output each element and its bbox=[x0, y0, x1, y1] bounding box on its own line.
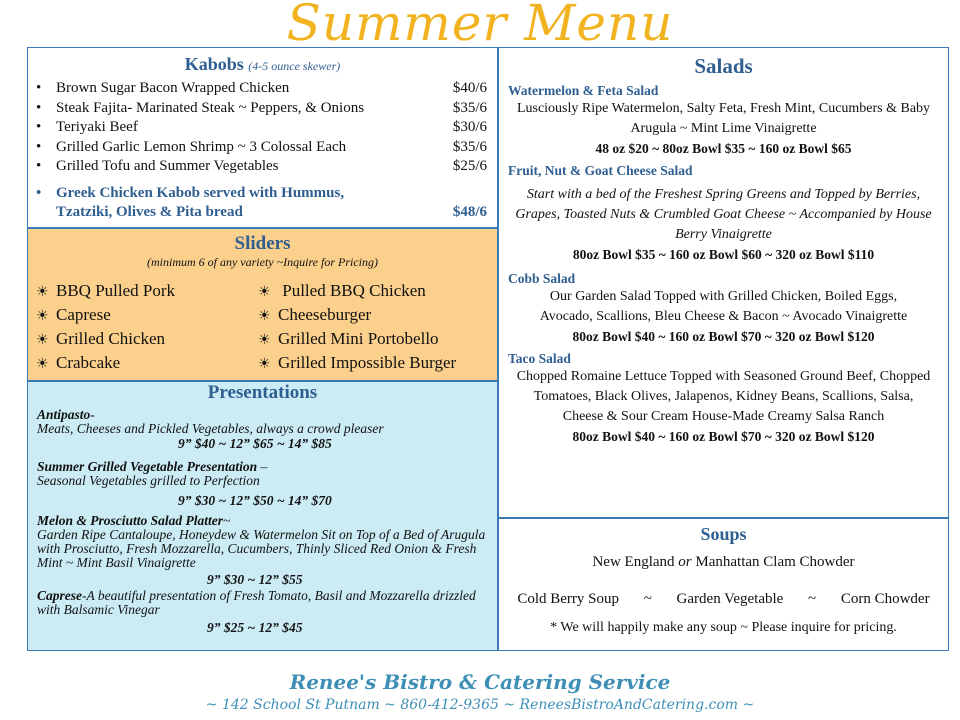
salad-price: 80oz Bowl $35 ~ 160 oz Bowl $60 ~ 320 oz Bowl $110 bbox=[572, 247, 875, 262]
presentation-name: Melon & Prosciutto Salad Platter bbox=[37, 513, 224, 528]
slider-name: Grilled Chicken bbox=[56, 329, 166, 348]
item-price: $40/6 bbox=[452, 80, 487, 96]
soups-heading: Soups bbox=[700, 524, 747, 544]
kabobs-title: Kabobs bbox=[184, 54, 244, 74]
soup-row bbox=[499, 591, 948, 608]
separator: ~ bbox=[808, 591, 817, 607]
sliders-heading: Sliders bbox=[234, 233, 291, 254]
salads-heading: Salads bbox=[694, 54, 753, 78]
list-item bbox=[36, 157, 487, 177]
item-price: $35/6 bbox=[452, 138, 487, 155]
soups-note: * We will happily make any soup ~ Please inquire for pricing. bbox=[550, 620, 897, 635]
presentation-desc: Meats, Cheeses and Pickled Vegetables, always a crowd pleaser bbox=[37, 421, 384, 436]
featured-line2: Tzatziki, Olives & Pita bread bbox=[56, 203, 243, 220]
slider-name: Caprese bbox=[56, 305, 111, 324]
list-item bbox=[36, 304, 258, 328]
presentation-desc: A beautiful presentation of Fresh Tomato, Basil and Mozzarella drizzled with Balsamic Vinegar bbox=[37, 588, 476, 617]
sun-icon: ☀ bbox=[258, 309, 271, 324]
salad-name: Fruit, Nut & Goat Cheese Salad bbox=[508, 163, 693, 178]
salad-name: Watermelon & Feta Salad bbox=[508, 83, 659, 98]
separator: - bbox=[82, 588, 87, 603]
business-contact: ~ 142 School St Putnam ~ 860-412-9365 ~ ReneesBistroAndCatering.com ~ bbox=[205, 697, 755, 713]
list-item bbox=[36, 138, 487, 158]
presentations-heading: Presentations bbox=[207, 382, 318, 403]
soup-name: Corn Chowder bbox=[840, 591, 930, 607]
featured-line1: Greek Chicken Kabob served with Hummus, bbox=[56, 184, 345, 201]
item-name: • Grilled Tofu and Summer Vegetables bbox=[36, 157, 279, 177]
sun-icon: ☀ bbox=[258, 333, 271, 348]
kabobs-heading bbox=[28, 54, 497, 75]
kabobs-subheading: (4-5 ounce skewer) bbox=[248, 59, 341, 73]
list-item bbox=[37, 408, 497, 451]
soup-name: Manhattan Clam Chowder bbox=[691, 554, 855, 570]
item-price: $35/6 bbox=[452, 99, 487, 116]
sliders-grid bbox=[36, 280, 497, 376]
slider-name: Pulled BBQ Chicken bbox=[278, 281, 426, 300]
sliders-section bbox=[27, 228, 498, 381]
list-item bbox=[258, 304, 498, 328]
business-name: Renee's Bistro & Catering Service bbox=[289, 670, 671, 694]
salad-price: 80oz Bowl $40 ~ 160 oz Bowl $70 ~ 320 oz Bowl $120 bbox=[572, 329, 875, 344]
sun-icon: ☀ bbox=[36, 285, 49, 300]
slider-name: Grilled Mini Portobello bbox=[278, 329, 439, 348]
sun-icon: ☀ bbox=[36, 309, 49, 324]
list-item bbox=[36, 328, 258, 352]
list-item bbox=[37, 589, 497, 635]
kabobs-section bbox=[27, 47, 498, 228]
salad-name: Cobb Salad bbox=[508, 271, 576, 286]
list-item bbox=[37, 460, 497, 508]
salad-desc: Start with a bed of the Freshest Spring Greens and Topped by Berries, Grapes, Toasted Nuts & Crumbled Goat Cheese ~ Accompanied by House Berry Vinaigrette bbox=[515, 187, 932, 242]
kabobs-list bbox=[28, 79, 497, 177]
item-name: • Steak Fajita- Marinated Steak ~ Peppers, & Onions bbox=[36, 99, 364, 119]
salad-desc: Our Garden Salad Topped with Grilled Chicken, Boiled Eggs, Avocado, Scallions, Bleu Cheese & Bacon ~ Avocado Vinaigrette bbox=[539, 289, 908, 324]
presentation-price: 9” $40 ~ 12” $65 ~ 14” $85 bbox=[178, 436, 332, 451]
sun-icon: ☀ bbox=[36, 333, 49, 348]
list-item bbox=[36, 99, 487, 119]
presentation-desc: Seasonal Vegetables grilled to Perfection bbox=[37, 473, 260, 488]
list-item bbox=[36, 118, 487, 138]
slider-name: Crabcake bbox=[56, 353, 121, 372]
separator: ~ bbox=[223, 513, 231, 528]
featured-kabob bbox=[36, 184, 487, 222]
soup-line bbox=[499, 554, 948, 571]
salads-section bbox=[498, 47, 949, 518]
presentation-name: Summer Grilled Vegetable Presentation bbox=[37, 459, 258, 474]
salad-desc: Lusciously Ripe Watermelon, Salty Feta, Fresh Mint, Cucumbers & Baby Arugula ~ Mint Lime Vinaigrette bbox=[516, 101, 931, 136]
slider-name: Cheeseburger bbox=[278, 305, 372, 324]
item-price: $25/6 bbox=[452, 158, 487, 174]
list-item bbox=[36, 280, 258, 304]
presentation-desc: Garden Ripe Cantaloupe, Honeydew & Watermelon Sit on Top of a Bed of Arugula with Prosciutto, Fresh Mozzarella, Cucumbers, Thinly Sliced Red Onion & Fresh Mint ~ Mint Basil Vinaigrette bbox=[37, 527, 486, 570]
item-price: $30/6 bbox=[452, 119, 487, 135]
soup-name: Garden Vegetable bbox=[676, 591, 784, 607]
item-name: • Brown Sugar Bacon Wrapped Chicken bbox=[36, 79, 289, 99]
soup-name: Cold Berry Soup bbox=[517, 591, 620, 607]
presentation-price: 9” $30 ~ 12” $55 bbox=[207, 572, 303, 587]
list-item bbox=[36, 79, 487, 99]
separator: - bbox=[90, 407, 95, 422]
list-item bbox=[258, 280, 498, 304]
menu-title: Summer Menu bbox=[286, 0, 674, 52]
salad-price: 80oz Bowl $40 ~ 160 oz Bowl $70 ~ 320 oz Bowl $120 bbox=[572, 429, 875, 444]
list-item bbox=[258, 328, 498, 352]
sun-icon: ☀ bbox=[36, 357, 49, 372]
presentation-price: 9” $25 ~ 12” $45 bbox=[207, 620, 303, 635]
list-item bbox=[258, 352, 498, 376]
soup-name: New England bbox=[592, 554, 679, 570]
separator: ~ bbox=[643, 591, 652, 607]
salad-name: Taco Salad bbox=[508, 351, 571, 366]
featured-price: $48/6 bbox=[452, 203, 487, 220]
presentation-name: Antipasto bbox=[37, 407, 91, 422]
separator: – bbox=[257, 459, 268, 474]
presentations-section bbox=[27, 381, 498, 651]
slider-name: BBQ Pulled Pork bbox=[56, 281, 176, 300]
presentation-price: 9” $30 ~ 12” $50 ~ 14” $70 bbox=[178, 493, 332, 508]
soup-or: or bbox=[678, 554, 692, 570]
list-item bbox=[37, 514, 497, 587]
item-name: • Teriyaki Beef bbox=[36, 118, 138, 138]
salad-price: 48 oz $20 ~ 80oz Bowl $35 ~ 160 oz Bowl $65 bbox=[595, 141, 852, 156]
presentation-name: Caprese bbox=[37, 588, 82, 603]
sun-icon: ☀ bbox=[258, 285, 271, 300]
salad-desc: Chopped Romaine Lettuce Topped with Seasoned Ground Beef, Chopped Tomatoes, Black Olives, Jalapenos, Kidney Beans, Scallions, Salsa, Cheese & Sour Cream House-Made Creamy Salsa Ranch bbox=[516, 369, 931, 424]
list-item bbox=[36, 352, 258, 376]
slider-name: Grilled Impossible Burger bbox=[278, 353, 457, 372]
soups-section bbox=[498, 518, 949, 651]
item-name: • Grilled Garlic Lemon Shrimp ~ 3 Colossal Each bbox=[36, 138, 346, 158]
sliders-note: (minimum 6 of any variety ~Inquire for Pricing) bbox=[146, 255, 378, 269]
sun-icon: ☀ bbox=[258, 357, 271, 372]
